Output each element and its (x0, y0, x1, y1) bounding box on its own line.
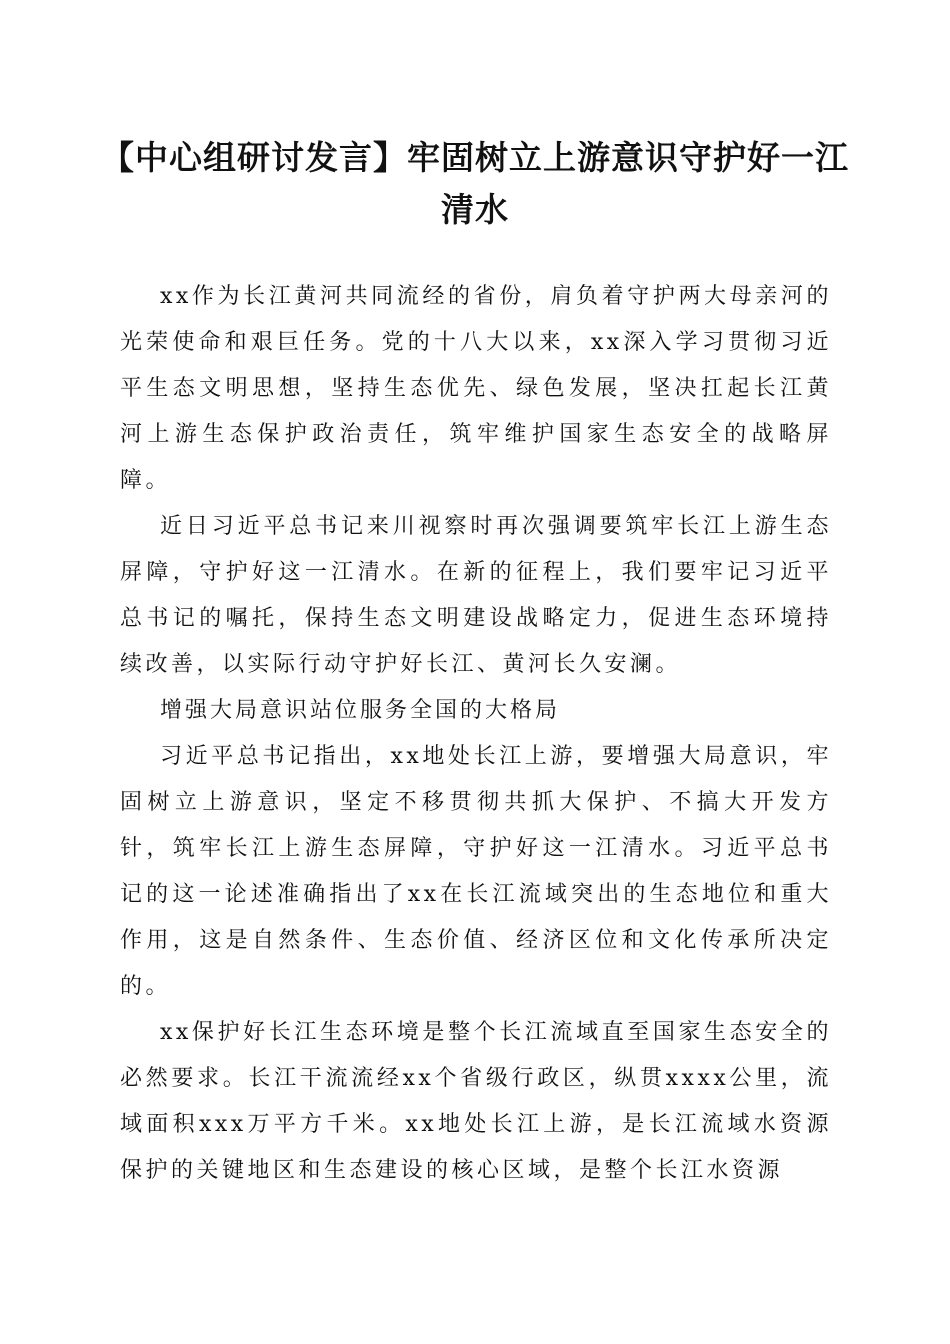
paragraph-2: 近日习近平总书记来川视察时再次强调要筑牢长江上游生态屏障，守护好这一江清水。在新的征程上，我们要牢记习近平总书记的嘱托，保持生态文明建设战略定力，促进生态环境持续改善，以实际行动守护好长江、黄河长久安澜。 (120, 514, 832, 677)
document-title: 【中心组研讨发言】牢固树立上游意识守护好一江清水 (101, 138, 849, 229)
paragraph-1: xx作为长江黄河共同流经的省份，肩负着守护两大母亲河的光荣使命和艰巨任务。党的十八大以来，xx深入学习贯彻习近平生态文明思想，坚持生态优先、绿色发展，坚决扛起长江黄河上游生态保护政治责任，筑牢维护国家生态安全的战略屏障。 (120, 284, 832, 493)
document-body (120, 274, 832, 1194)
section-heading: 增强大局意识站位服务全国的大格局 (160, 698, 561, 723)
paragraph-4: xx保护好长江生态环境是整个长江流域直至国家生态安全的必然要求。长江干流流经xx个省级行政区，纵贯xxxx公里，流域面积xxx万平方千米。xx地处长江上游，是长江流域水资源保护的关键地区和生态建设的核心区域，是整个长江水资源 (120, 1020, 832, 1183)
paragraph-3: 习近平总书记指出，xx地处长江上游，要增强大局意识，牢固树立上游意识，坚定不移贯彻共抓大保护、不搞大开发方针，筑牢长江上游生态屏障，守护好这一江清水。习近平总书记的这一论述准确指出了xx在长江流域突出的生态地位和重大作用，这是自然条件、生态价值、经济区位和文化传承所决定的。 (120, 744, 832, 999)
